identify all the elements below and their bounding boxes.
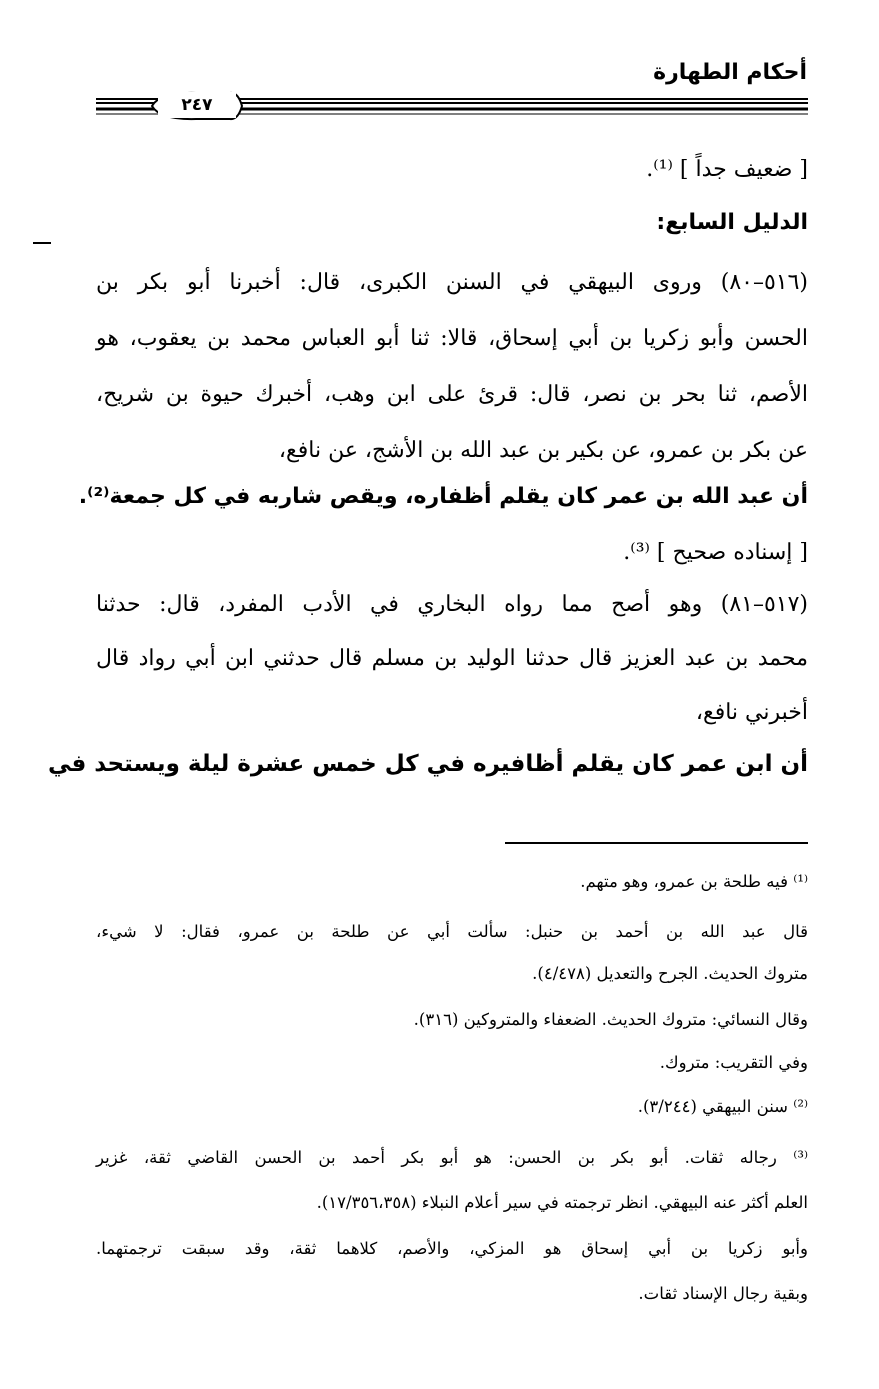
footnote-line: وقال النسائي: متروك الحديث. الضعفاء والمتروكين (٣١٦). bbox=[413, 1010, 808, 1029]
footnote-line: وأبو زكريا بن أبي إسحاق هو المزكي، والأصم، كلاهما ثقة، وقد سبقت ترجمتهما. bbox=[96, 1239, 808, 1258]
text-line: الأصم، ثنا بحر بن نصر، قال: قرئ على ابن وهب، أخبرك حيوة بن شريح، bbox=[96, 382, 808, 407]
footnote-line: ⁽¹⁾ فيه طلحة بن عمرو، وهو متهم. bbox=[580, 872, 808, 891]
footnote-line: ⁽³⁾ رجاله ثقات. أبو بكر بن الحسن: هو أبو بكر أحمد بن الحسن القاضي ثقة، غزير bbox=[96, 1148, 808, 1167]
hadith-text: أن ابن عمر كان يقلم أظافيره في كل خمس عشرة ليلة ويستحد في bbox=[47, 751, 808, 777]
footnote-line: العلم أكثر عنه البيهقي. انظر ترجمته في سير أعلام النبلاء (١٧/٣٥٦،٣٥٨). bbox=[316, 1193, 808, 1212]
footnote-line: متروك الحديث. الجرح والتعديل (٤/٤٧٨). bbox=[532, 964, 808, 983]
footnote-line: وفي التقريب: متروك. bbox=[659, 1053, 808, 1072]
page-number: ٢٤٧ bbox=[158, 92, 236, 118]
text-line: (٥١٦–٨٠) وروى البيهقي في السنن الكبرى، قال: أخبرنا أبو بكر بن bbox=[96, 270, 808, 295]
text-line: (٥١٧–٨١) وهو أصح مما رواه البخاري في الأدب المفرد، قال: حدثنا bbox=[96, 592, 808, 617]
footnote-line: قال عبد الله بن أحمد بن حنبل: سألت أبي عن طلحة بن عمرو، فقال: لا شيء، bbox=[96, 922, 808, 941]
text-line: عن بكر بن عمرو، عن بكير بن عبد الله بن الأشج، عن نافع، bbox=[278, 438, 808, 463]
section-heading: الدليل السابع: bbox=[656, 210, 808, 235]
text-line: محمد بن عبد العزيز قال حدثنا الوليد بن مسلم قال حدثني ابن أبي رواد قال bbox=[96, 646, 808, 671]
grading-sahih: [ إسناده صحيح ] ⁽³⁾. bbox=[623, 540, 808, 565]
footnote-separator bbox=[505, 842, 808, 844]
grading-weak: [ ضعيف جداً ] ⁽¹⁾. bbox=[646, 157, 808, 182]
margin-mark bbox=[33, 242, 51, 244]
footnote-line: ⁽²⁾ سنن البيهقي (٣/٢٤٤). bbox=[637, 1097, 808, 1116]
footnote-line: وبقية رجال الإسناد ثقات. bbox=[638, 1284, 808, 1303]
running-title: أحكام الطهارة bbox=[653, 60, 807, 85]
text-line: الحسن وأبو زكريا بن أبي إسحاق، قالا: ثنا أبو العباس محمد بن يعقوب، هو bbox=[96, 326, 808, 351]
hadith-text: أن عبد الله بن عمر كان يقلم أظفاره، ويقص شاربه في كل جمعة⁽²⁾. bbox=[78, 484, 808, 509]
text-line: أخبرني نافع، bbox=[695, 700, 808, 725]
